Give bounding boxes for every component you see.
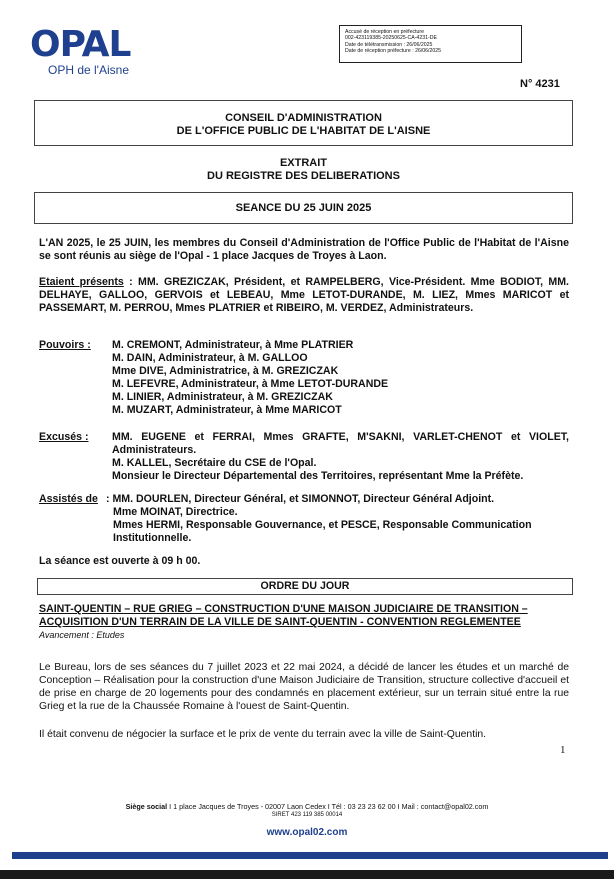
presents-text: : MM. GREZICZAK, Président, et RAMPELBERG, Vice-Président. Mme BODIOT, MM. DELHAYE, GALLOO, GERVOIS et LEBEAU, Mme LETOT-DURANDE, M. LIEZ, Mmes MARICOT et PASSEMART, M. PERROU, Mmes PLATRIER et RIBEIRO, M. VERDEZ, Administrateurs. (39, 276, 569, 314)
footer (0, 802, 614, 820)
excuses-list (112, 431, 569, 483)
presents-paragraph (39, 276, 569, 315)
receipt-line: Date de télétransmission : 26/06/2025 (345, 41, 433, 48)
extrait-line-2: DU REGISTRE DES DELIBERATIONS (207, 170, 400, 182)
title-line-1: CONSEIL D'ADMINISTRATION (225, 112, 382, 124)
extrait-line-1: EXTRAIT (279, 157, 328, 169)
assistes-list (106, 493, 569, 545)
deliberation-number: N° 4231 (520, 78, 560, 90)
ordre-du-jour-box: ORDRE DU JOUR (37, 578, 573, 595)
body-paragraph: Le Bureau, lors de ses séances du 7 juillet 2023 et 22 mai 2024, a décidé de lancer les études et un marché de Conception – Réalisation pour la construction d'une Maison Judiciaire de Transition, structure collective d'accueil et de prise en charge de 20 logements pour des condamnés en placement extérieur, sur un terrain situé entre la rue Grieg et la rue de la Chaussée Romaine à l'ouest de Saint-Quentin. (39, 662, 569, 712)
website-link[interactable]: www.opal02.com (266, 827, 348, 838)
siege-label: Siège social (125, 802, 168, 811)
list-item: M. MUZART, Administrateur, à Mme MARICOT (112, 404, 342, 416)
extrait-heading (34, 157, 573, 183)
pouvoirs-label: Pouvoirs : (39, 339, 91, 351)
assistes-label: Assistés de (39, 493, 98, 505)
opal-logo (30, 25, 145, 83)
footer-siret: SIRET 423 119 385 00014 (271, 812, 343, 818)
bottom-edge-bar (0, 870, 614, 879)
list-item: MM. EUGENE et FERRAI, Mmes GRAFTE, M'SAKNI, VARLET-CHENOT et VIOLET, Administrateurs. (112, 431, 569, 456)
list-item: Mme DIVE, Administratrice, à M. GREZICZAK (112, 365, 339, 377)
footer-address (0, 802, 614, 811)
opening-statement: La séance est ouverte à 09 h 00. (39, 555, 201, 567)
presents-label: Etaient présents (39, 276, 124, 288)
footer-bar (12, 852, 608, 859)
receipt-line: Accusé de réception en préfecture (345, 29, 425, 35)
excuses-label: Excusés : (39, 431, 89, 443)
logo-text: OPAL (30, 24, 131, 65)
intro-paragraph: L'AN 2025, le 25 JUIN, les membres du Conseil d'Administration de l'Office Public de l'Habitat de l'Aisne se sont réunis au siège de l'Opal - 1 place Jacques de Troyes à Laon. (39, 237, 569, 262)
avancement-status: Avancement : Etudes (39, 630, 125, 640)
list-item: M. CREMONT, Administrateur, à Mme PLATRIER (112, 339, 354, 351)
siege-text: I 1 place Jacques de Troyes - 02007 Laon Cedex I Tél : 03 23 23 62 00 I Mail : contact@opal02.com (167, 802, 489, 811)
seance-box: SEANCE DU 25 JUIN 2025 (34, 192, 573, 224)
list-item: Mmes HERMI, Responsable Gouvernance, et PESCE, Responsable Communication Institutionnelle. (113, 519, 532, 544)
list-item: Mme MOINAT, Directrice. (113, 506, 238, 518)
list-item: M. LEFEVRE, Administrateur, à Mme LETOT-DURANDE (112, 378, 389, 390)
list-item: Monsieur le Directeur Départemental des Territoires, représentant Mme la Préfète. (112, 470, 524, 482)
page-number: 1 (560, 744, 566, 756)
prefecture-receipt-stamp (339, 25, 522, 63)
list-item: M. LINIER, Administrateur, à M. GREZICZAK (112, 391, 333, 403)
agenda-subject: SAINT-QUENTIN – RUE GRIEG – CONSTRUCTION D'UNE MAISON JUDICIAIRE DE TRANSITION – ACQUISITION D'UN TERRAIN DE LA VILLE DE SAINT-QUENTIN - CONVENTION REGLEMENTEE (39, 603, 528, 628)
receipt-line: Date de réception préfecture : 26/06/2025 (345, 48, 442, 55)
pouvoirs-list (112, 339, 569, 417)
logo-subtitle: OPH de l'Aisne (48, 63, 129, 77)
list-item: M. KALLEL, Secrétaire du CSE de l'Opal. (112, 457, 317, 469)
list-item: M. DAIN, Administrateur, à M. GALLOO (112, 352, 308, 364)
title-line-2: DE L'OFFICE PUBLIC DE L'HABITAT DE L'AISNE (176, 125, 431, 137)
body-paragraph: Il était convenu de négocier la surface et le prix de vente du terrain avec la ville de Saint-Quentin. (39, 729, 487, 740)
receipt-line: 002-423119385-20250625-CA-4231-DE (345, 35, 437, 42)
list-item: : MM. DOURLEN, Directeur Général, et SIMONNOT, Directeur Général Adjoint. (106, 493, 495, 505)
title-box (34, 100, 573, 146)
